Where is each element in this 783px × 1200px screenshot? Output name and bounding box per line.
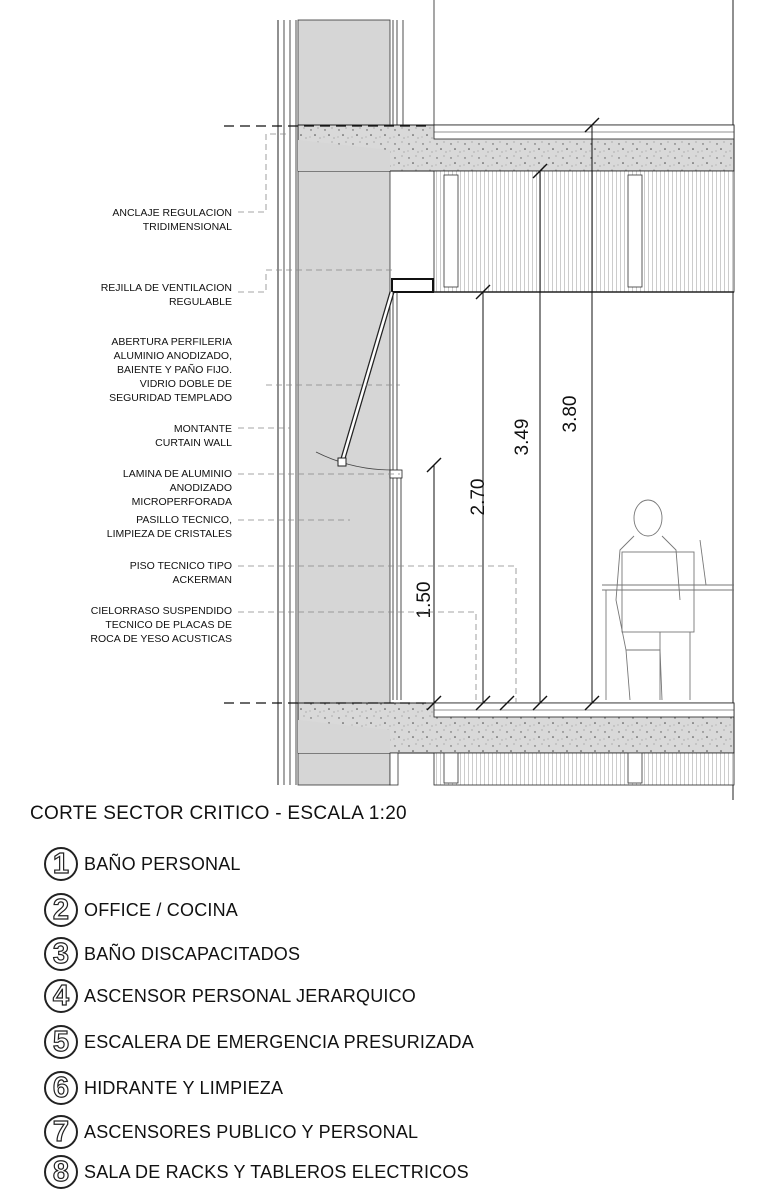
svg-text:ANCLAJE REGULACION: ANCLAJE REGULACION	[112, 207, 232, 219]
ceiling-beam	[628, 175, 642, 287]
dim-label-1-50: 1.50	[414, 581, 435, 619]
svg-text:ACKERMAN: ACKERMAN	[172, 574, 232, 586]
dim-label-2-70: 2.70	[468, 478, 489, 516]
ceiling-beam	[628, 753, 642, 783]
svg-text:BAIENTE Y PAÑO FIJO.: BAIENTE Y PAÑO FIJO.	[117, 364, 232, 376]
room-legend	[0, 840, 783, 1200]
svg-text:ABERTURA PERFILERIA: ABERTURA PERFILERIA	[111, 336, 232, 348]
svg-text:LAMINA DE ALUMINIO: LAMINA DE ALUMINIO	[122, 468, 232, 480]
window-hinge	[338, 458, 346, 466]
legend-item-5	[44, 1022, 474, 1062]
ventilation-grille	[392, 279, 433, 292]
legend-item-8	[44, 1152, 469, 1192]
svg-text:PISO TECNICO TIPO: PISO TECNICO TIPO	[129, 560, 232, 572]
svg-text:SEGURIDAD TEMPLADO: SEGURIDAD TEMPLADO	[109, 392, 232, 404]
svg-text:LIMPIEZA DE CRISTALES: LIMPIEZA DE CRISTALES	[106, 528, 232, 540]
annotation-cielorraso	[90, 605, 232, 645]
ceiling-beam	[444, 175, 458, 287]
svg-text:VIDRIO DOBLE DE: VIDRIO DOBLE DE	[139, 378, 232, 390]
dim-label-3-49: 3.49	[512, 418, 533, 456]
legend-label: ESCALERA DE EMERGENCIA PRESURIZADA	[84, 1031, 474, 1052]
legend-label: ASCENSORES PUBLICO Y PERSONAL	[84, 1121, 419, 1142]
legend-label: OFFICE / COCINA	[84, 899, 239, 920]
svg-text:ROCA DE YESO ACUSTICAS: ROCA DE YESO ACUSTICAS	[90, 633, 232, 645]
legend-item-7	[44, 1112, 418, 1152]
lower-ceiling-zone	[434, 753, 734, 785]
svg-text:PASILLO TECNICO,: PASILLO TECNICO,	[136, 514, 232, 526]
legend-number-badge: 4	[44, 979, 78, 1013]
upper-ceiling-zone	[434, 171, 734, 292]
legend-item-1	[44, 844, 241, 884]
svg-text:REJILLA DE VENTILACION: REJILLA DE VENTILACION	[100, 282, 232, 294]
legend-number-badge: 1	[44, 847, 78, 881]
svg-text:MICROPERFORADA: MICROPERFORADA	[131, 496, 232, 508]
legend-number-badge: 6	[44, 1071, 78, 1105]
legend-number-badge: 3	[44, 937, 78, 971]
svg-text:ALUMINIO ANODIZADO,: ALUMINIO ANODIZADO,	[113, 350, 232, 362]
annotation-pasillo	[107, 514, 232, 540]
legend-item-4	[44, 976, 416, 1016]
svg-text:CURTAIN WALL: CURTAIN WALL	[155, 437, 232, 449]
seated-person-figure	[602, 500, 734, 700]
annotation-rejilla	[101, 282, 232, 308]
legend-label: BAÑO PERSONAL	[84, 853, 241, 874]
annotation-lamina	[123, 468, 232, 508]
svg-text:TECNICO DE PLACAS DE: TECNICO DE PLACAS DE	[105, 619, 232, 631]
legend-number-badge: 7	[44, 1115, 78, 1149]
legend-number-badge: 2	[44, 893, 78, 927]
legend-label: SALA DE RACKS Y TABLEROS ELECTRICOS	[84, 1161, 469, 1182]
section-title: CORTE SECTOR CRITICO - ESCALA 1:20	[30, 803, 407, 824]
legend-item-3	[44, 934, 300, 974]
svg-text:REGULABLE: REGULABLE	[168, 296, 232, 308]
annotation-anclaje	[112, 207, 232, 233]
dim-label-3-80: 3.80	[560, 395, 581, 433]
svg-text:ANODIZADO: ANODIZADO	[169, 482, 232, 494]
legend-number-badge: 5	[44, 1025, 78, 1059]
legend-number-badge: 8	[44, 1155, 78, 1189]
legend-label: HIDRANTE Y LIMPIEZA	[84, 1077, 284, 1098]
legend-item-6	[44, 1068, 283, 1108]
svg-text:CIELORRASO SUSPENDIDO: CIELORRASO SUSPENDIDO	[90, 605, 232, 617]
legend-item-2	[44, 890, 238, 930]
legend-label: BAÑO DISCAPACITADOS	[84, 943, 301, 964]
lower-mullion	[390, 753, 398, 785]
annotation-piso	[130, 560, 232, 586]
svg-text:MONTANTE: MONTANTE	[173, 423, 232, 435]
svg-text:TRIDIMENSIONAL: TRIDIMENSIONAL	[142, 221, 232, 233]
ceiling-beam	[444, 753, 458, 783]
annotation-montante	[155, 423, 232, 449]
annotation-abertura	[109, 336, 232, 404]
legend-label: ASCENSOR PERSONAL JERARQUICO	[84, 985, 416, 1006]
